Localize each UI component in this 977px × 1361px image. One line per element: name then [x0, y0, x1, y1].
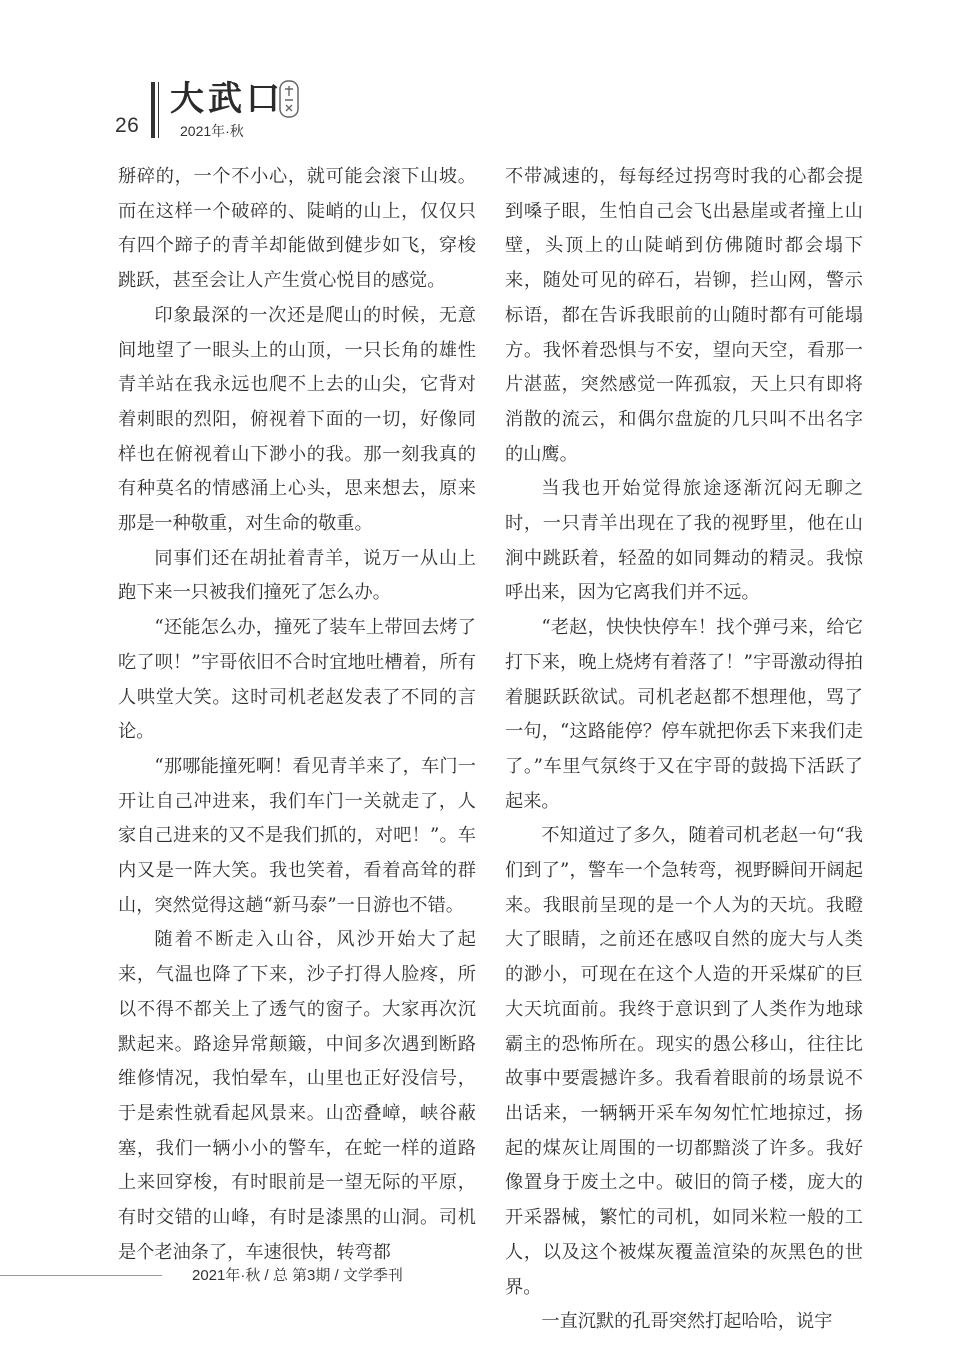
text-column-left [118, 160, 476, 1271]
footer-rule [0, 1275, 162, 1276]
paragraph: 当我也开始觉得旅途逐渐沉闷无聊之时，一只青羊出现在了我的视野里，他在山涧中跳跃着，轻盈的如同舞动的精灵。我惊呼出来，因为它离我们并不远。 [505, 478, 863, 604]
page-number: 26 [115, 114, 140, 137]
magazine-title: 大武口 [170, 79, 284, 119]
paragraph: 不带减速的，每每经过拐弯时我的心都会提到嗓子眼，生怕自己会飞出悬崖或者撞上山壁，头顶上的山陡峭到仿佛随时都会塌下来，随处可见的碎石，岩铆，拦山网，警示标语，都在告诉我眼前的山随时都有可能塌方。我怀着恐惧与不安，望向天空，看那一片湛蓝，突然感觉一阵孤寂，天上只有即将消散的流云，和偶尔盘旋的几只叫不出名字的山鹰。 [505, 166, 863, 465]
paragraph: 同事们还在胡扯着青羊，说万一从山上跑下来一只被我们撞死了怎么办。 [118, 547, 476, 604]
seal-stamp-icon [279, 80, 299, 118]
header-divider-thin [158, 82, 159, 138]
paragraph: “那哪能撞死啊！看见青羊来了，车门一开让自己冲进来，我们车门一关就走了，人家自己进来的又不是我们抓的，对吧！”。车内又是一阵大笑。我也笑着，看着高耸的群山，突然觉得这趟“新马泰”一日游也不错。 [118, 755, 476, 916]
paragraph: 一直沉默的孔哥突然打起哈哈，说宇 [541, 1311, 833, 1333]
issue-date: 2021年·秋 [180, 123, 244, 139]
page-header [0, 0, 977, 150]
paragraph: 随着不断走入山谷，风沙开始大了起来，气温也降了下来，沙子打得人脸疼，所以不得不都关上了透气的窗子。大家再次沉默起来。路途异常颠簸，中间多次遇到断路维修情况，我怕晕车，山里也正好没信号，于是索性就看起风景来。山峦叠嶂，峡谷蔽塞，我们一辆小小的警车，在蛇一样的道路上来回穿梭，有时眼前是一望无际的平原，有时交错的山峰，有时是漆黑的山洞。司机是个老油条了，车速很快，转弯都 [118, 929, 476, 1263]
paragraph: 掰碎的，一个不小心，就可能会滚下山坡。而在这样一个破碎的、陡峭的山上，仅仅只有四个蹄子的青羊却能做到健步如飞，穿梭跳跃，甚至会让人产生赏心悦目的感觉。 [118, 166, 476, 292]
text-column-right [505, 160, 863, 1340]
header-divider-thick [151, 82, 155, 138]
paragraph: 印象最深的一次还是爬山的时候，无意间地望了一眼头上的山顶，一只长角的雄性青羊站在我永远也爬不上去的山尖，它背对着刺眼的烈阳，俯视着下面的一切，好像同样也在俯视着山下渺小的我。那一刻我真的有种莫名的情感涌上心头，思来想去，原来那是一种敬重，对生命的敬重。 [118, 304, 476, 535]
paragraph: 不知道过了多久，随着司机老赵一句“我们到了”，警车一个急转弯，视野瞬间开阔起来。我眼前呈现的是一个人为的天坑。我瞪大了眼睛，之前还在感叹自然的庞大与人类的渺小，可现在在这个人造的开采煤矿的巨大天坑面前。我终于意识到了人类作为地球霸主的恐怖所在。现实的愚公移山，往往比故事中要震撼许多。我看着眼前的场景说不出话来，一辆辆开采车匆匆忙忙地掠过，扬起的煤灰让周围的一切都黯淡了许多。我好像置身于废土之中。破旧的筒子楼，庞大的开采器械，繁忙的司机，如同米粒一般的工人，以及这个被煤灰覆盖渲染的灰黑色的世界。 [505, 825, 863, 1298]
paragraph: “老赵，快快快停车！找个弹弓来，给它打下来，晚上烧烤有着落了！”宇哥激动得拍着腿跃跃欲试。司机老赵都不想理他，骂了一句，“这路能停？停车就把你丢下来我们走了。”车里气氛终于又在宇哥的鼓捣下活跃了起来。 [505, 617, 863, 812]
footer-text: 2021年·秋 / 总 第3期 / 文学季刊 [192, 1267, 403, 1284]
paragraph: “还能怎么办，撞死了装车上带回去烤了吃了呗！”宇哥依旧不合时宜地吐槽着，所有人哄堂大笑。这时司机老赵发表了不同的言论。 [118, 617, 476, 743]
